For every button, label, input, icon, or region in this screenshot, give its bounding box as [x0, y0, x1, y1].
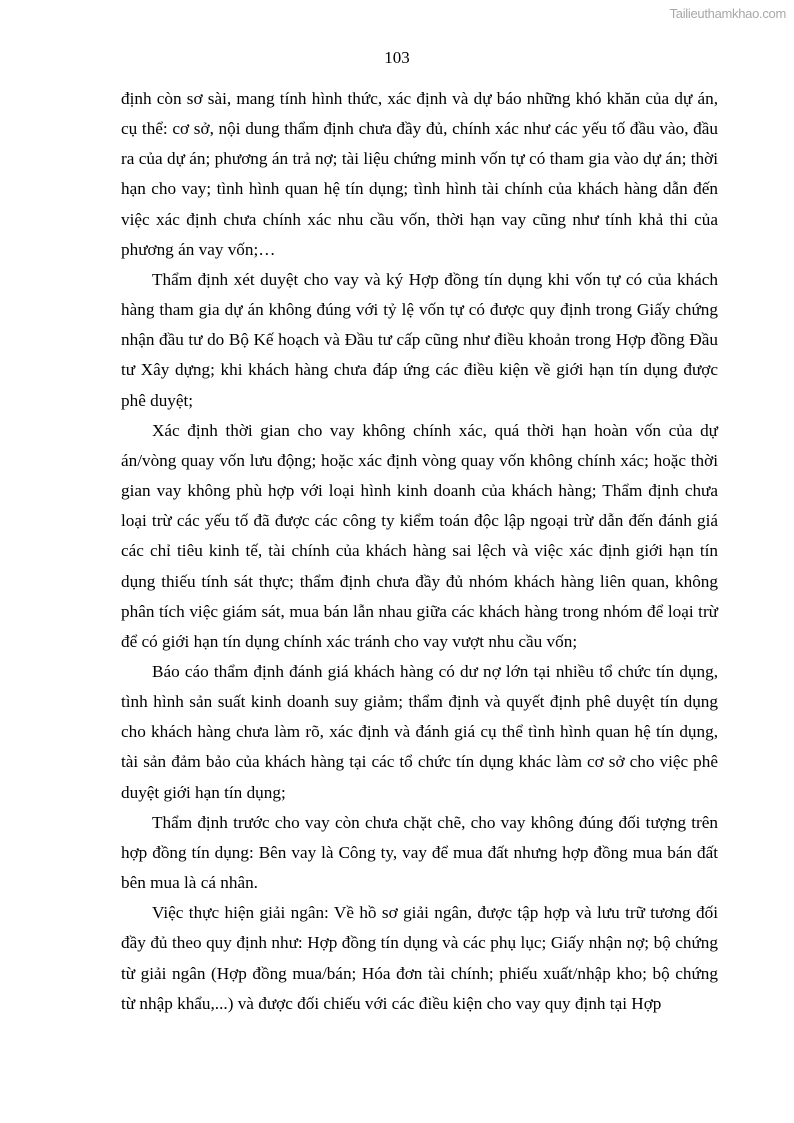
page-number: 103 — [384, 48, 410, 67]
paragraph-3: Xác định thời gian cho vay không chính xác, quá thời hạn hoàn vốn của dự án/vòng quay vốn lưu động; hoặc xác định vòng quay vốn không chính xác; hoặc thời gian vay không phù hợp với loại hình kinh doanh của khách hàng; Thẩm định chưa loại trừ các yếu tố đã được các công ty kiểm toán độc lập ngoại trừ dẫn đến đánh giá các chỉ tiêu kinh tế, tài chính của khách hàng sai lệch và việc xác định giới hạn tín dụng thiếu tính sát thực; thẩm định chưa đầy đủ nhóm khách hàng liên quan, không phân tích việc giám sát, mua bán lẫn nhau giữa các khách hàng trong nhóm để loại trừ để có giới hạn tín dụng chính xác tránh cho vay vượt nhu cầu vốn; — [121, 420, 718, 651]
paragraph-5: Thẩm định trước cho vay còn chưa chặt chẽ, cho vay không đúng đối tượng trên hợp đồng tín dụng: Bên vay là Công ty, vay để mua đất nhưng hợp đồng mua bán đất bên mua là cá nhân. — [121, 812, 718, 893]
paragraph-2: Thẩm định xét duyệt cho vay và ký Hợp đồng tín dụng khi vốn tự có của khách hàng tham gia dự án không đúng với tỷ lệ vốn tự có được quy định trong Giấy chứng nhận đầu tư do Bộ Kế hoạch và Đầu tư cấp cũng như điều khoản trong Hợp đồng Đầu tư Xây dựng; khi khách hàng chưa đáp ứng các điều kiện về giới hạn tín dụng được phê duyệt; — [121, 269, 718, 410]
paragraph-6: Việc thực hiện giải ngân: Về hồ sơ giải ngân, được tập hợp và lưu trữ tương đối đầy đủ theo quy định như: Hợp đồng tín dụng và các phụ lục; Giấy nhận nợ; bộ chứng từ giải ngân (Hợp đồng mua/bán; Hóa đơn tài chính; phiếu xuất/nhập kho; bộ chứng từ nhập khẩu,...) và được đối chiếu với các điều kiện cho vay quy định tại Hợp — [121, 903, 718, 1013]
paragraph-1: định còn sơ sài, mang tính hình thức, xác định và dự báo những khó khăn của dự án, cụ thể: cơ sở, nội dung thẩm định chưa đầy đủ, chính xác như các yếu tố đầu vào, đầu ra của dự án; phương án trả nợ; tài liệu chứng minh vốn tự có tham gia vào dự án; thời hạn cho vay; tình hình quan hệ tín dụng; tình hình tài chính của khách hàng dẫn đến việc xác định chưa chính xác nhu cầu vốn, thời hạn vay cũng như tính khả thi của phương án vay vốn;… — [121, 89, 718, 259]
watermark: Tailieuthamkhao.com — [669, 6, 786, 21]
document-body — [121, 84, 718, 1019]
paragraph-4: Báo cáo thẩm định đánh giá khách hàng có dư nợ lớn tại nhiều tổ chức tín dụng, tình hình sản suất kinh doanh suy giảm; thẩm định và quyết định phê duyệt tín dụng cho khách hàng chưa làm rõ, xác định và đánh giá cụ thể tình hình quan hệ tín dụng, tài sản đảm bảo của khách hàng tại các tổ chức tín dụng khác làm cơ sở cho việc phê duyệt giới hạn tín dụng; — [121, 661, 718, 802]
